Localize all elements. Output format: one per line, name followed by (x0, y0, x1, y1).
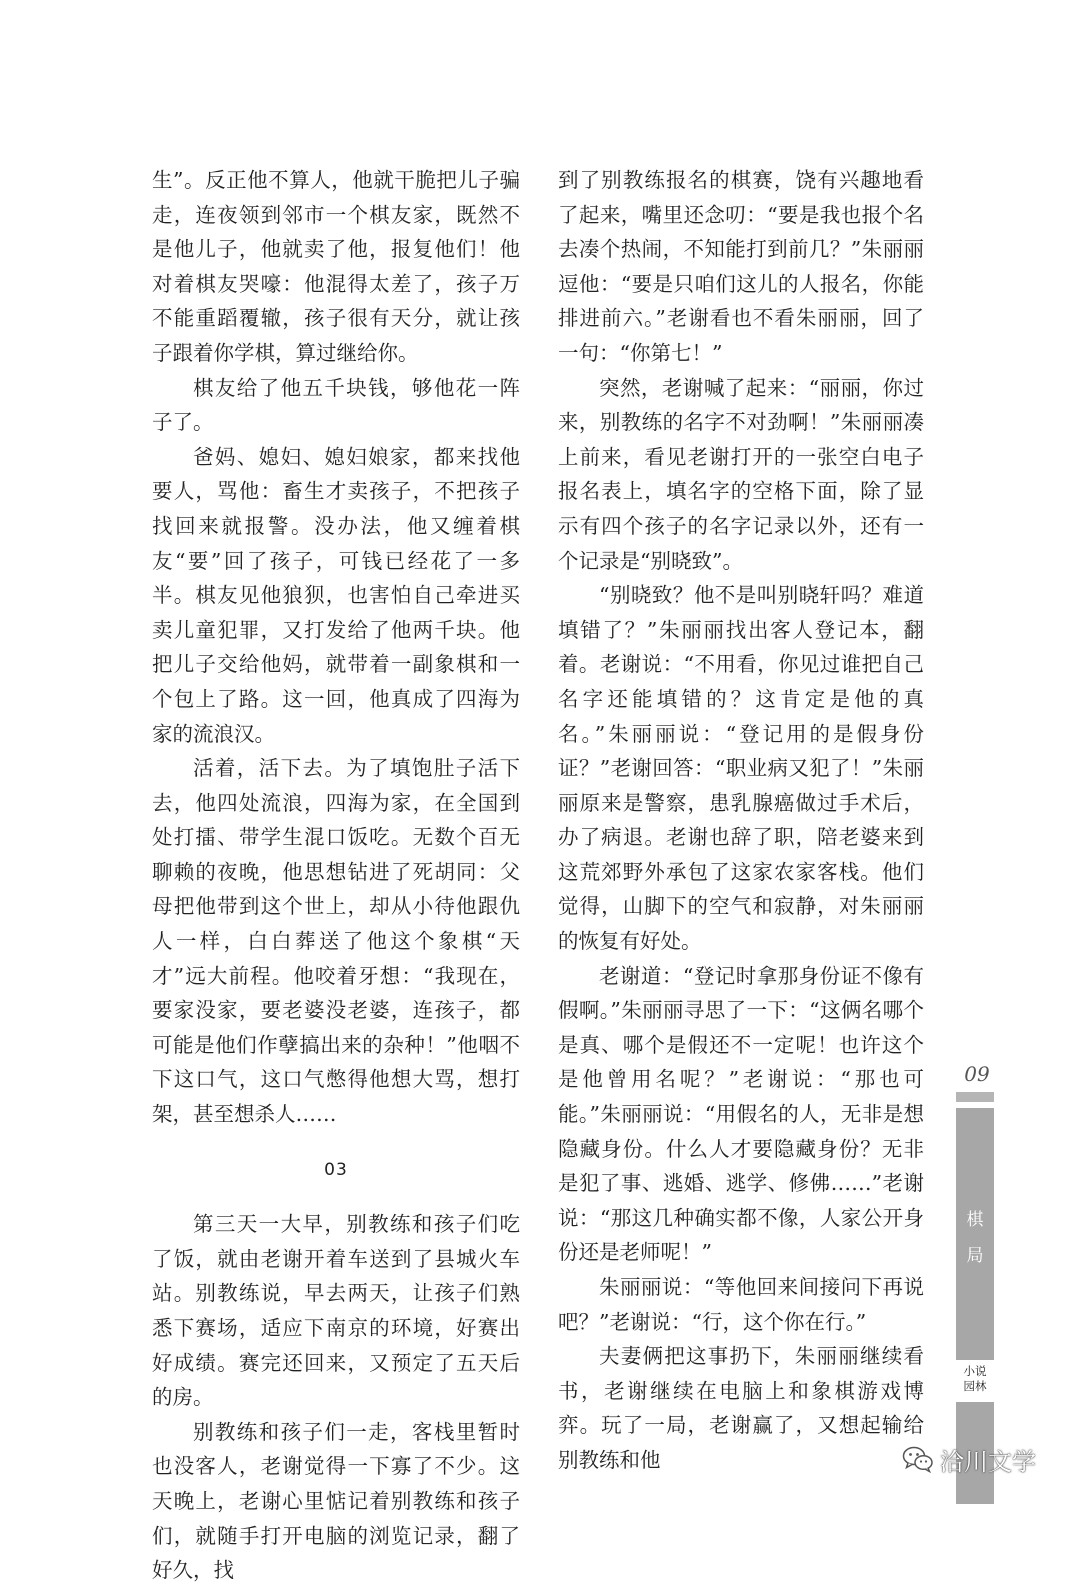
right-column (558, 163, 924, 1478)
paragraph: 朱丽丽说：“等他回来间接问下再说吧？”老谢说：“行，这个你在行。” (558, 1275, 924, 1334)
paragraph: 第三天一大早，别教练和孩子们吃了饭，就由老谢开着车送到了县城火车站。别教练说，早去两天，让孩子们熟悉下赛场，适应下南京的环境，好赛出好成绩。赛完还回来，又预定了五天后的房。 (152, 1212, 520, 1410)
sidebar-divider (956, 1092, 994, 1102)
sidebar-title (956, 1202, 994, 1274)
section-heading: 03 (324, 1159, 348, 1180)
paragraph: 到了别教练报名的棋赛，饶有兴趣地看了起来，嘴里还念叨：“要是我也报个名去凑个热闹，不知能打到前几？”朱丽丽逗他：“要是只咱们这儿的人报名，你能排进前六。”老谢看也不看朱丽丽，回了一句：“你第七！” (558, 168, 924, 365)
sidebar-tab (956, 1108, 994, 1360)
section-label-line: 小说 (963, 1364, 987, 1378)
paragraph: 老谢道：“登记时拿那身份证不像有假啊。”朱丽丽寻思了一下：“这俩名哪个是真、哪个是假还不一定呢！也许这个是他曾用名呢？”老谢说：“那也可能。”朱丽丽说：“用假名的人，无非是想隐藏身份。什么人才要隐藏身份？无非是犯了事、逃婚、逃学、修佛……”老谢说：“那这几种确实都不像，人家公开身份还是老师呢！” (558, 963, 924, 1265)
paragraph: 夫妻俩把这事扔下，朱丽丽继续看书，老谢继续在电脑上和象棋游戏博弈。玩了一局，老谢赢了，又想起输给别教练和他 (558, 1344, 924, 1472)
paragraph: 棋友给了他五千块钱，够他花一阵子了。 (152, 375, 520, 435)
section-label (956, 1364, 994, 1394)
paragraph: 别教练和孩子们一走，客栈里暂时也没客人，老谢觉得一下寡了不少。这天晚上，老谢心里惦记着别教练和孩子们，就随手打开电脑的浏览记录，翻了好久，找 (152, 1419, 520, 1583)
paragraph: “别晓致？他不是叫别晓轩吗？难道填错了？”朱丽丽找出客人登记本，翻着。老谢说：“不用看，你见过谁把自己名字还能填错的？这肯定是他的真名。”朱丽丽说：“登记用的是假身份证？”老谢回答：“职业病又犯了！”朱丽丽原来是警察，患乳腺癌做过手术后，办了病退。老谢也辞了职，陪老婆来到这荒郊野外承包了这家农家客栈。他们觉得，山脚下的空气和寂静，对朱丽丽的恢复有好处。 (558, 583, 924, 954)
paragraph: 爸妈、媳妇、媳妇娘家，都来找他要人，骂他：畜生才卖孩子，不把孩子找回来就报警。没办法，他又缠着棋友“要”回了孩子，可钱已经花了一多半。棋友见他狼狈，也害怕自己牵进买卖儿童犯罪，又打发给了他两千块。他把儿子交给他妈，就带着一副象棋和一个包上了路。这一回，他真成了四海为家的流浪汉。 (152, 444, 520, 746)
left-column (152, 163, 520, 1588)
watermark (902, 1442, 1036, 1476)
sidebar-title-char: 局 (966, 1246, 984, 1266)
section-label-line: 园林 (963, 1379, 987, 1393)
paragraph: 突然，老谢喊了起来：“丽丽，你过来，别教练的名字不对劲啊！”朱丽丽凑上前来，看见老谢打开的一张空白电子报名表上，填名字的空格下面，除了显示有四个孩子的名字记录以外，还有一个记录是“别晓致”。 (558, 375, 924, 573)
paragraph: 活着，活下去。为了填饱肚子活下去，他四处流浪，四海为家，在全国到处打擂、带学生混口饭吃。无数个百无聊赖的夜晚，他思想钻进了死胡同：父母把他带到这个世上，却从小待他跟仇人一样，白白葬送了他这个象棋“天才”远大前程。他咬着牙想：“我现在，要家没家，要老婆没老婆，连孩子，都可能是他们作孽搞出来的杂种！”他咽不下这口气，这口气憋得他想大骂，想打架，甚至想杀人…… (152, 756, 520, 1127)
page-number: 09 (964, 1062, 990, 1086)
watermark-text: 洽川文学 (940, 1447, 1036, 1476)
wechat-icon (902, 1445, 934, 1473)
sidebar-title-char: 棋 (966, 1210, 984, 1230)
paragraph: 生”。反正他不算人，他就干脆把儿子骗走，连夜领到邻市一个棋友家，既然不是他儿子，他就卖了他，报复他们！他对着棋友哭嚎：他混得太差了，孩子万不能重蹈覆辙，孩子很有天分，就让孩子跟着你学棋，算过继给你。 (152, 168, 520, 365)
